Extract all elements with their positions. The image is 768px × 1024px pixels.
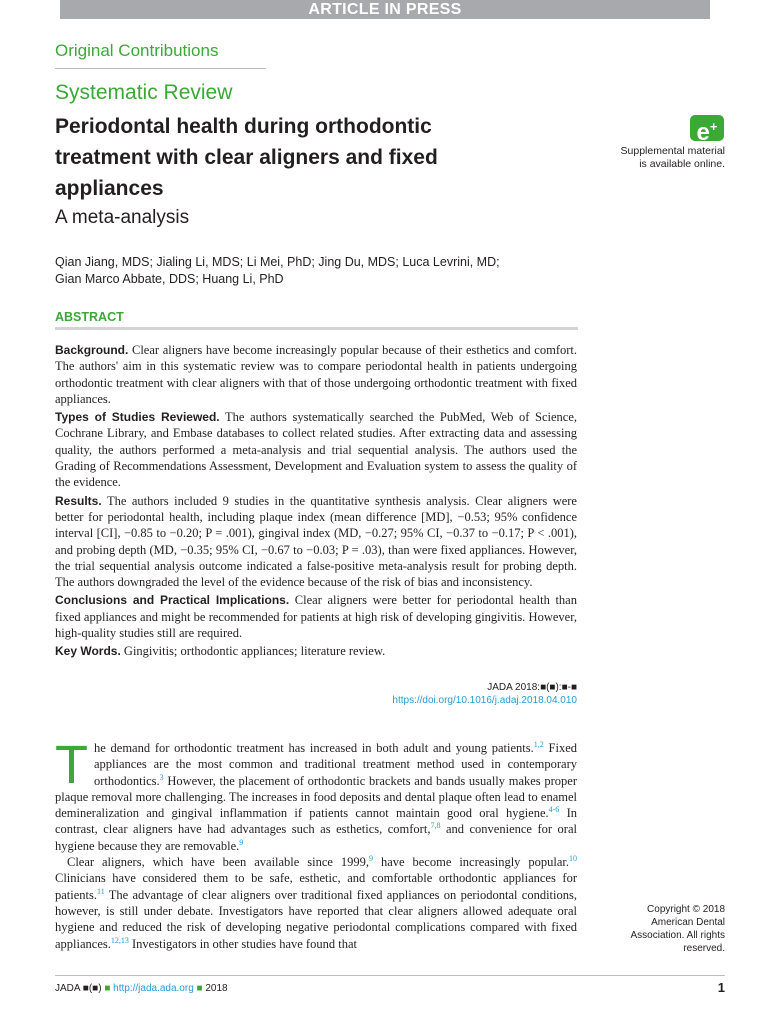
article-body xyxy=(55,735,577,952)
supplemental-note xyxy=(600,145,725,171)
supplemental-line: is available online. xyxy=(639,158,725,170)
abstract-conclusions xyxy=(55,592,577,641)
reference-citation[interactable]: 1,2 xyxy=(533,739,544,749)
body-paragraph xyxy=(55,854,577,952)
doi-link[interactable]: https://doi.org/10.1016/j.adaj.2018.04.010 xyxy=(392,695,577,706)
copyright-line: Association. All rights xyxy=(630,930,725,941)
footer-journal: JADA ■(■) xyxy=(55,983,102,994)
paragraph-text xyxy=(55,855,577,950)
abstract-section-label: Conclusions and Practical Implications. xyxy=(55,593,290,608)
abstract-background xyxy=(55,342,577,407)
drop-cap: T xyxy=(55,735,88,795)
text-run: Clear aligners, which have been available since 1999, xyxy=(67,855,370,870)
text-run: Fixed appliances are the most common and traditional treatment method used in contemporary orthodontics. xyxy=(94,741,577,788)
article-subtitle: A meta-analysis xyxy=(55,207,190,228)
footer-year: 2018 xyxy=(205,983,228,994)
abstract-section-text: Clear aligners have become increasingly popular because of their esthetics and comfort. The authors' aim in this systematic review was to compare periodontal health in patients undergoing orthodontic treatment with clear aligners with that of those undergoing orthodontic treatment with fixed appliances. xyxy=(55,343,577,406)
copyright-line: reserved. xyxy=(683,943,725,954)
article-in-press-banner: ARTICLE IN PRESS xyxy=(60,0,710,19)
citation-journal: JADA 2018:■(■):■-■ xyxy=(487,682,577,693)
abstract-section-label: Results. xyxy=(55,493,102,508)
article-title xyxy=(55,111,535,204)
text-run: The advantage of clear aligners over traditional fixed appliances on periodontal conditions, however, is still under debate. Investigators have reported that clear aligners allowed adequate oral hygiene and reduced the risk of developing negative periodontal complications compared with fixed appliances. xyxy=(55,887,577,951)
abstract-body xyxy=(55,342,577,662)
abstract-section-label: Types of Studies Reviewed. xyxy=(55,410,220,425)
abstract-key-words xyxy=(55,643,577,659)
title-line: treatment with clear aligners and fixed xyxy=(55,146,438,169)
abstract-divider xyxy=(55,327,578,330)
author-list xyxy=(55,254,575,288)
supplemental-material-icon[interactable] xyxy=(690,115,724,146)
copyright-line: American Dental xyxy=(651,917,725,928)
reference-citation[interactable]: 9 xyxy=(239,837,244,847)
author-line: Qian Jiang, MDS; Jialing Li, MDS; Li Mei, PhD; Jing Du, MDS; Luca Levrini, MD; xyxy=(55,255,500,269)
reference-citation[interactable]: 7,8 xyxy=(430,821,441,831)
title-line: Periodontal health during orthodontic xyxy=(55,115,432,138)
paragraph-text xyxy=(55,735,577,853)
abstract-section-text: Clear aligners were better for periodontal health than fixed appliances and might be recommended for patients at high risk of developing gingivitis. However, high-quality studies still are required. xyxy=(55,593,577,641)
copyright-line: Copyright © 2018 xyxy=(647,904,725,915)
footer-separator: ■ xyxy=(104,983,111,994)
copyright-notice xyxy=(610,903,725,955)
supplemental-logo-plus: + xyxy=(709,119,718,134)
journal-url-link[interactable]: http://jada.ada.org xyxy=(113,983,194,994)
supplemental-logo-letter: e xyxy=(696,119,710,146)
text-run: However, the placement of orthodontic brackets and bands usually makes proper plaque removal more challenging. The increases in food deposits and dental plaque often lead to enamel demineralization and gingival inflammation if patients cannot maintain good oral hygiene. xyxy=(55,773,577,821)
article-category: Systematic Review xyxy=(55,81,233,104)
reference-citation[interactable]: 12,13 xyxy=(110,935,129,945)
abstract-heading: ABSTRACT xyxy=(55,310,124,324)
abstract-section-text: The authors systematically searched the PubMed, Web of Science, Cochrane Library, and Embase databases to collect related studies. After extracting data and assessing quality, the authors performed a meta-analysis and trial sequential analysis. The authors used the Grading of Recommendations Assessment, Development and Evaluation system to assess the quality of the evidence. xyxy=(55,410,577,490)
reference-citation[interactable]: 11 xyxy=(97,886,105,896)
page-footer xyxy=(55,983,228,994)
title-line: appliances xyxy=(55,177,164,200)
abstract-studies-reviewed xyxy=(55,409,577,490)
text-run: and convenience for oral hygiene because they are removable. xyxy=(55,822,577,853)
text-run: have become increasingly popular. xyxy=(373,855,569,870)
author-line: Gian Marco Abbate, DDS; Huang Li, PhD xyxy=(55,272,284,286)
reference-citation[interactable]: 3 xyxy=(159,772,164,782)
citation-block xyxy=(300,681,577,707)
abstract-section-label: Background. xyxy=(55,343,129,357)
text-run: Investigators in other studies have found that xyxy=(128,936,357,951)
reference-citation[interactable]: 4-6 xyxy=(548,805,560,815)
section-label: Original Contributions xyxy=(55,41,219,60)
text-run: Clinicians have considered them to be safe, esthetic, and comfortable orthodontic appliances for patients. xyxy=(55,871,577,902)
reference-citation[interactable]: 9 xyxy=(369,853,374,863)
section-divider xyxy=(55,68,266,69)
text-run: In contrast, clear aligners have had advantages such as esthetics, comfort, xyxy=(55,806,577,837)
abstract-results xyxy=(55,493,577,591)
text-run: he demand for orthodontic treatment has increased in both adult and young patients. xyxy=(94,741,534,755)
abstract-section-label: Key Words. xyxy=(55,644,121,659)
abstract-section-text: The authors included 9 studies in the quantitative synthesis analysis. Clear aligners were better for periodontal health, including plaque index (mean difference [MD], −0.53; 95% confidence interval [CI], −0.85 to −0.20; P = .001), gingival index (MD, −0.27; 95% CI, −0.37 to −0.17; P < .001), and probing depth (MD, −0.35; 95% CI, −0.67 to −0.03; P = .03), than were fixed appliances. However, the trial sequential analysis outcome indicated a false-positive meta-analysis result for probing depth. The authors downgraded the level of the evidence because of the risk of bias and inconsistency. xyxy=(55,493,577,590)
body-paragraph xyxy=(55,735,577,854)
supplemental-line: Supplemental material xyxy=(620,145,725,157)
reference-citation[interactable]: 10 xyxy=(568,853,577,863)
abstract-section-text: Gingivitis; orthodontic appliances; literature review. xyxy=(123,644,386,659)
footer-separator: ■ xyxy=(196,983,203,994)
footer-divider xyxy=(55,975,725,976)
page-number: 1 xyxy=(717,980,725,995)
